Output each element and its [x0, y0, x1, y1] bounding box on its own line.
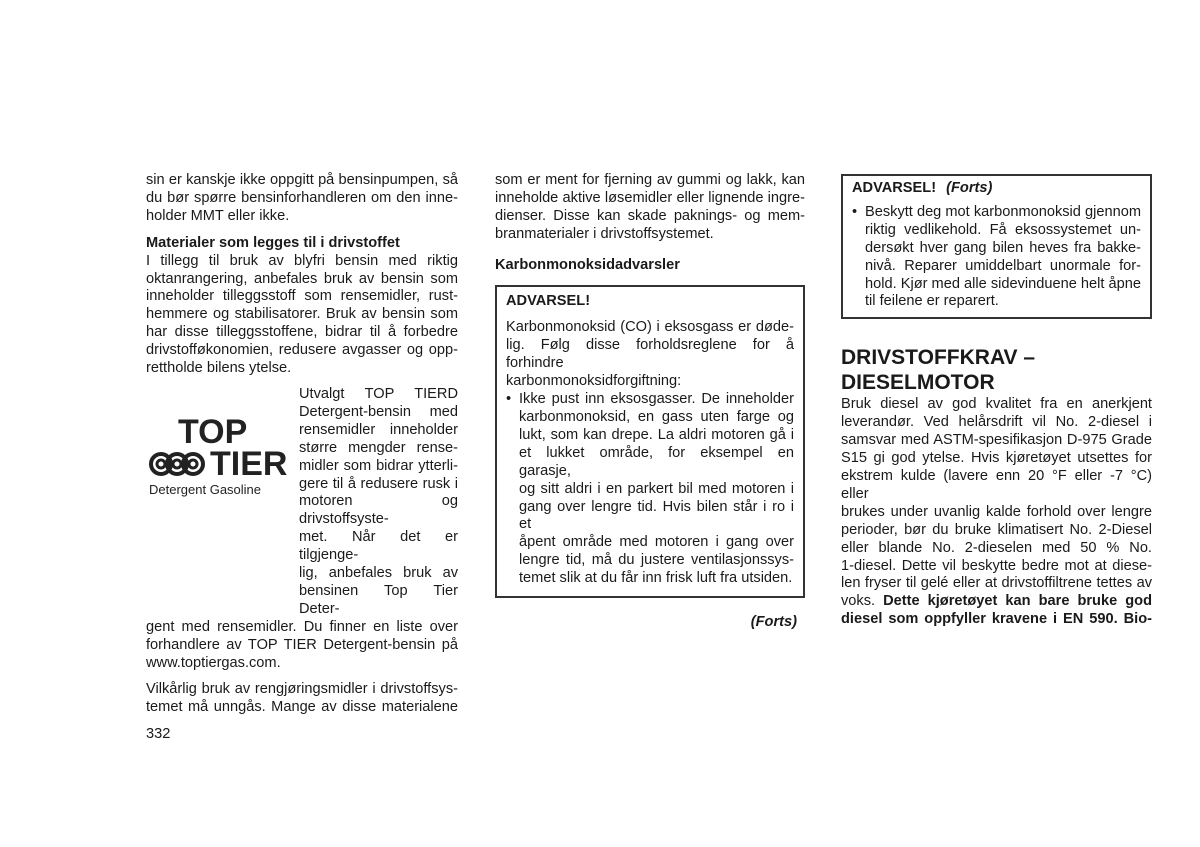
warning-title: ADVARSEL!: [506, 292, 591, 309]
dealer-paragraph: gent med rensemidler. Du finner en liste over forhandlere av TOP TIER Detergent-bensin på www.toptiergas.com.: [146, 618, 458, 671]
column-right: [841, 174, 1152, 629]
warning-bullet: • Beskytt deg mot karbonmonoksid gjennom riktig vedlikehold. Få eksossystemet un- dersøkt hver gang bilen heves fra bakke- nivå. Reparer umiddelbart unormale for- hold. Kjør med alle sidevinduene helt åpne til feilene er reparert.: [852, 203, 1141, 310]
continued-label: (Forts): [750, 614, 797, 631]
top-tier-logo: TOP TIER Detergent Gasoline: [149, 412, 288, 497]
section-heading: DRIVSTOFFKRAV – DIESELMOTOR: [841, 346, 1036, 395]
section-subheading: Karbonmonoksidadvarsler: [495, 256, 680, 273]
intro-paragraph: som er ment for fjerning av gummi og lakk, kan inneholde aktive løsemidler eller lignende ingre- dienser. Disse kan skade paknings- og mem- branmaterialer i drivstoffsystemet.: [495, 172, 805, 242]
top-tier-description: Utvalgt TOP TIERD Detergent-bensin med rensemidler inneholder større mengder rense- midler som bidrar ytterli- gere til å redusere rusk i motoren og drivstoffsyste- met. Når det er tilgjenge- lig, anbefales bruk av bensinen Top Tier Deter-: [299, 385, 458, 617]
warning-bullet: • Ikke pust inn eksosgasser. De inneholder karbonmonoksid, en gass uten farge og lukt, som kan drepe. La aldri motoren gå i et lukket område, for eksempel en garasje, og sitt aldri i en parkert bil med motoren i gang over lengre tid. Hvis bilen står i ro i et åpent område med motoren i gang over lengre tid, må du justere ventilasjonssys- temet slik at du får inn frisk luft fra utsiden.: [506, 391, 794, 587]
warning-box-continued: [841, 174, 1152, 319]
diesel-paragraph: Bruk diesel av god kvalitet fra en anerkjent leverandør. Ved helårsdrift vil No. 2-diesel i samsvar med ASTM-spesifikasjon D-975 Grade S15 gi god ytelse. Hvis kjøretøyet utsettes for ekstrem kulde (lavere enn 20 °F eller -7 °C) eller brukes under uvanlig kalde forhold over lengre perioder, bør du bruke klimatisert No. 2-Diesel eller blande No. 2-dieselen med 50 % No. 1-diesel. Dette vil beskytte bedre mot at diese- len fryser til gelé eller at drivstoffiltrene tettes av voks. Dette kjøretøyet kan bare bruke god diesel som oppfyller kravene i EN 590. Bio-: [841, 396, 1152, 628]
column-middle: [495, 172, 805, 632]
top-tier-block: [146, 380, 458, 619]
cleaning-paragraph: Vilkårlig bruk av rengjøringsmidler i drivstoffsys- temet må unngås. Mange av disse materialene: [146, 681, 458, 716]
column-left: [146, 172, 458, 744]
section-subheading: Materialer som legges til i drivstoffet: [146, 234, 400, 251]
additives-paragraph: I tillegg til bruk av blyfri bensin med riktig oktanrangering, anbefales bruk av bensin som inneholder tilleggsstoff som rensemidler, rust- hemmere og stabilisatorer. Bruk av bensin som har disse tilleggsstoffene, bidrar til å forbedre drivstofføkonomien, redusere avgasser og opp- rettholde bilens ytelse.: [146, 252, 458, 377]
warning-box: ADVARSEL! Karbonmonoksid (CO) i eksosgass er døde- lig. Følg disse forholdsreglene for å forhindre karbonmonoksidforgiftning: • Ikke pust inn eksosgasser. De inneholder karbonmonoksid, en gass uten farge og lukt, som kan drepe. La aldri motoren gå i et lukket område, for eksempel en garasje, og sitt aldri i en parkert bil med motoren i gang over lengre tid. Hvis bilen står i ro i et åpent område med motoren i gang over lengre tid, må du justere ventilasjonssys- temet slik at du får inn frisk luft fra utsiden.: [495, 285, 805, 599]
bullet-icon: •: [852, 203, 858, 220]
bullet-icon: •: [506, 391, 512, 408]
intro-paragraph: sin er kanskje ikke oppgitt på bensinpumpen, så du bør spørre bensinforhandleren om den inne- holder MMT eller ikke.: [146, 172, 458, 224]
website-text: www.toptiergas.com.: [146, 654, 281, 671]
page-number: 332: [146, 726, 171, 743]
warning-title: ADVARSEL! (Forts): [852, 180, 993, 196]
swirl-logo-icon: [148, 449, 206, 479]
